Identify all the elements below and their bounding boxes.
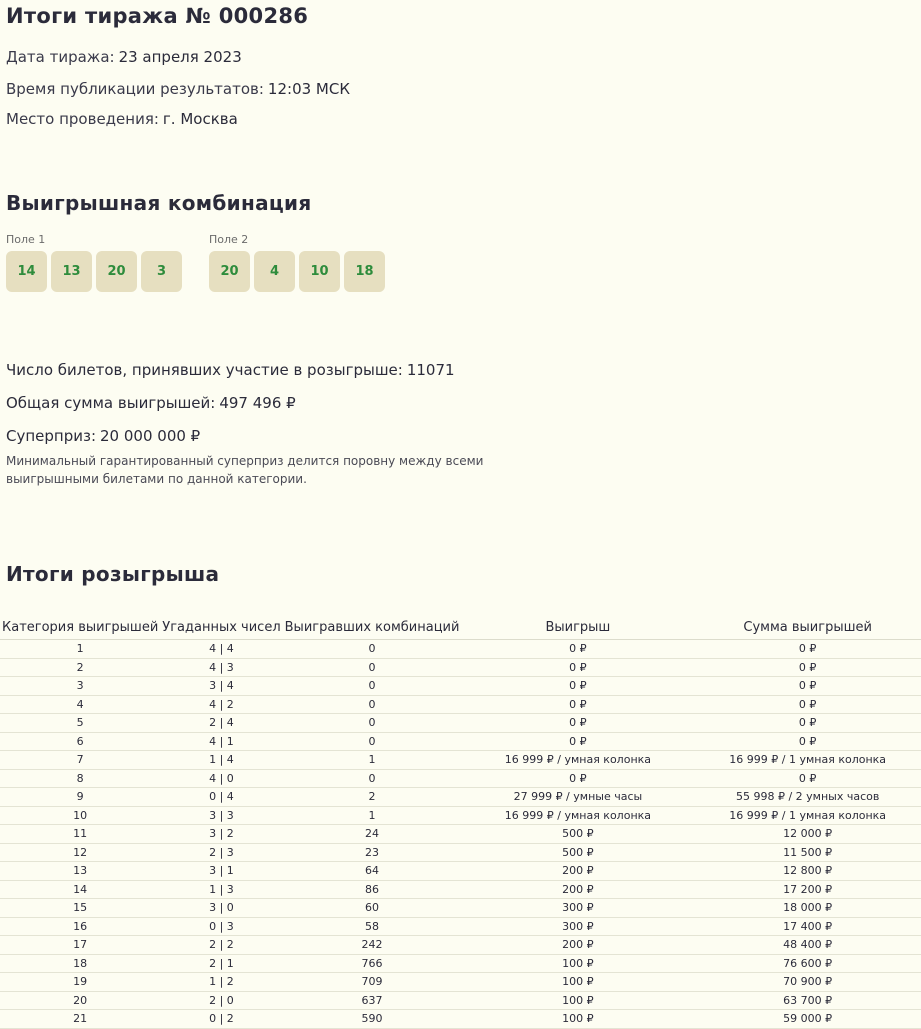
cell-matched: 4 | 0 (160, 769, 282, 788)
table-row (0, 843, 921, 862)
table-row (0, 769, 921, 788)
cell-category: 2 (0, 658, 160, 677)
superprize-note: Минимальный гарантированный суперприз делится поровну между всеми выигрышными билетами по данной категории. (6, 454, 484, 486)
cell-prize: 200 ₽ (461, 936, 694, 955)
table-row (0, 751, 921, 770)
cell-category: 4 (0, 695, 160, 714)
cell-total-prize: 70 900 ₽ (694, 973, 921, 992)
cell-total-prize: 63 700 ₽ (694, 991, 921, 1010)
publication-time-label: Время публикации результатов: (6, 80, 264, 98)
cell-prize: 300 ₽ (461, 899, 694, 918)
cell-winning-combinations: 0 (283, 677, 462, 696)
cell-winning-combinations: 64 (283, 862, 462, 881)
cell-winning-combinations: 590 (283, 1010, 462, 1029)
draw-date-label: Дата тиража: (6, 48, 115, 66)
cell-category: 11 (0, 825, 160, 844)
cell-winning-combinations: 24 (283, 825, 462, 844)
cell-winning-combinations: 0 (283, 732, 462, 751)
tickets-count (6, 361, 455, 379)
cell-matched: 4 | 2 (160, 695, 282, 714)
cell-total-prize: 18 000 ₽ (694, 899, 921, 918)
table-row (0, 640, 921, 659)
cell-category: 16 (0, 917, 160, 936)
cell-total-prize: 11 500 ₽ (694, 843, 921, 862)
cell-prize: 500 ₽ (461, 825, 694, 844)
cell-total-prize: 0 ₽ (694, 640, 921, 659)
cell-winning-combinations: 766 (283, 954, 462, 973)
draw-date (6, 48, 242, 66)
cell-prize: 0 ₽ (461, 714, 694, 733)
cell-prize: 100 ₽ (461, 991, 694, 1010)
cell-winning-combinations: 0 (283, 695, 462, 714)
cell-total-prize: 0 ₽ (694, 769, 921, 788)
column-header-category: Категория выигрышей (0, 615, 160, 640)
cell-total-prize: 0 ₽ (694, 658, 921, 677)
table-row (0, 788, 921, 807)
cell-category: 6 (0, 732, 160, 751)
cell-category: 9 (0, 788, 160, 807)
table-row (0, 825, 921, 844)
table-row (0, 973, 921, 992)
column-header-total-prize: Сумма выигрышей (694, 615, 921, 640)
cell-matched: 0 | 4 (160, 788, 282, 807)
table-row (0, 917, 921, 936)
cell-category: 19 (0, 973, 160, 992)
cell-category: 12 (0, 843, 160, 862)
cell-matched: 2 | 3 (160, 843, 282, 862)
cell-matched: 3 | 4 (160, 677, 282, 696)
cell-category: 5 (0, 714, 160, 733)
field1-ball: 3 (141, 251, 182, 292)
cell-total-prize: 0 ₽ (694, 714, 921, 733)
cell-matched: 0 | 2 (160, 1010, 282, 1029)
table-row (0, 732, 921, 751)
field2-ball: 4 (254, 251, 295, 292)
table-row (0, 880, 921, 899)
results-table-body (0, 640, 921, 1029)
cell-total-prize: 17 200 ₽ (694, 880, 921, 899)
cell-winning-combinations: 1 (283, 806, 462, 825)
cell-total-prize: 55 998 ₽ / 2 умных часов (694, 788, 921, 807)
cell-prize: 0 ₽ (461, 658, 694, 677)
cell-total-prize: 76 600 ₽ (694, 954, 921, 973)
table-row (0, 1010, 921, 1029)
table-row (0, 714, 921, 733)
cell-matched: 4 | 1 (160, 732, 282, 751)
cell-winning-combinations: 1 (283, 751, 462, 770)
cell-matched: 2 | 1 (160, 954, 282, 973)
cell-category: 15 (0, 899, 160, 918)
cell-winning-combinations: 0 (283, 714, 462, 733)
cell-winning-combinations: 242 (283, 936, 462, 955)
cell-matched: 3 | 2 (160, 825, 282, 844)
cell-winning-combinations: 86 (283, 880, 462, 899)
cell-category: 8 (0, 769, 160, 788)
cell-category: 14 (0, 880, 160, 899)
results-table (0, 615, 921, 1029)
total-winnings-value: 497 496 ₽ (219, 394, 296, 412)
column-header-winning-combinations: Выигравших комбинаций (283, 615, 462, 640)
cell-prize: 16 999 ₽ / умная колонка (461, 806, 694, 825)
cell-prize: 0 ₽ (461, 640, 694, 659)
field1-ball: 14 (6, 251, 47, 292)
superprize (6, 427, 200, 445)
publication-time (6, 80, 350, 98)
cell-total-prize: 0 ₽ (694, 677, 921, 696)
cell-total-prize: 16 999 ₽ / 1 умная колонка (694, 751, 921, 770)
draw-place-label: Место проведения: (6, 110, 159, 128)
cell-winning-combinations: 0 (283, 769, 462, 788)
draw-place-value: г. Москва (162, 110, 238, 128)
cell-matched: 3 | 0 (160, 899, 282, 918)
cell-category: 17 (0, 936, 160, 955)
table-row (0, 936, 921, 955)
cell-prize: 16 999 ₽ / умная колонка (461, 751, 694, 770)
field2-ball: 20 (209, 251, 250, 292)
cell-winning-combinations: 0 (283, 658, 462, 677)
cell-prize: 0 ₽ (461, 769, 694, 788)
tickets-count-value: 11071 (406, 361, 455, 379)
cell-matched: 2 | 2 (160, 936, 282, 955)
cell-category: 20 (0, 991, 160, 1010)
cell-prize: 0 ₽ (461, 695, 694, 714)
field2-balls (209, 251, 385, 292)
cell-prize: 0 ₽ (461, 732, 694, 751)
table-row (0, 658, 921, 677)
cell-prize: 500 ₽ (461, 843, 694, 862)
cell-prize: 27 999 ₽ / умные часы (461, 788, 694, 807)
cell-matched: 4 | 4 (160, 640, 282, 659)
cell-total-prize: 17 400 ₽ (694, 917, 921, 936)
cell-matched: 2 | 0 (160, 991, 282, 1010)
cell-total-prize: 59 000 ₽ (694, 1010, 921, 1029)
table-row (0, 991, 921, 1010)
page-title: Итоги тиража № 000286 (6, 4, 309, 28)
cell-prize: 100 ₽ (461, 1010, 694, 1029)
table-row (0, 806, 921, 825)
cell-matched: 3 | 1 (160, 862, 282, 881)
cell-total-prize: 0 ₽ (694, 695, 921, 714)
draw-date-value: 23 апреля 2023 (118, 48, 242, 66)
column-header-matched: Угаданных чисел (160, 615, 282, 640)
cell-winning-combinations: 58 (283, 917, 462, 936)
publication-time-value: 12:03 МСК (267, 80, 350, 98)
draw-place (6, 110, 238, 128)
field2-ball: 10 (299, 251, 340, 292)
cell-prize: 200 ₽ (461, 880, 694, 899)
cell-winning-combinations: 23 (283, 843, 462, 862)
cell-matched: 1 | 2 (160, 973, 282, 992)
cell-category: 7 (0, 751, 160, 770)
results-heading: Итоги розыгрыша (6, 562, 220, 586)
cell-category: 13 (0, 862, 160, 881)
field1-ball: 20 (96, 251, 137, 292)
total-winnings-label: Общая сумма выигрышей: (6, 394, 216, 412)
cell-total-prize: 12 800 ₽ (694, 862, 921, 881)
cell-winning-combinations: 60 (283, 899, 462, 918)
field1-ball: 13 (51, 251, 92, 292)
table-row (0, 899, 921, 918)
winning-combination-heading: Выигрышная комбинация (6, 191, 312, 215)
column-header-prize: Выигрыш (461, 615, 694, 640)
cell-winning-combinations: 2 (283, 788, 462, 807)
cell-total-prize: 48 400 ₽ (694, 936, 921, 955)
cell-prize: 200 ₽ (461, 862, 694, 881)
table-row (0, 677, 921, 696)
field2-label: Поле 2 (209, 233, 249, 246)
cell-prize: 0 ₽ (461, 677, 694, 696)
cell-winning-combinations: 637 (283, 991, 462, 1010)
cell-prize: 300 ₽ (461, 917, 694, 936)
cell-winning-combinations: 709 (283, 973, 462, 992)
cell-total-prize: 12 000 ₽ (694, 825, 921, 844)
cell-matched: 2 | 4 (160, 714, 282, 733)
cell-matched: 1 | 3 (160, 880, 282, 899)
results-table-header (0, 615, 921, 640)
total-winnings (6, 394, 296, 412)
cell-winning-combinations: 0 (283, 640, 462, 659)
tickets-count-label: Число билетов, принявших участие в розыгрыше: (6, 361, 403, 379)
cell-prize: 100 ₽ (461, 954, 694, 973)
cell-category: 1 (0, 640, 160, 659)
cell-category: 18 (0, 954, 160, 973)
table-row (0, 954, 921, 973)
cell-matched: 3 | 3 (160, 806, 282, 825)
cell-total-prize: 16 999 ₽ / 1 умная колонка (694, 806, 921, 825)
cell-category: 10 (0, 806, 160, 825)
cell-category: 3 (0, 677, 160, 696)
cell-category: 21 (0, 1010, 160, 1029)
cell-matched: 1 | 4 (160, 751, 282, 770)
table-row (0, 862, 921, 881)
field1-label: Поле 1 (6, 233, 46, 246)
superprize-label: Суперприз: (6, 427, 97, 445)
field2-ball: 18 (344, 251, 385, 292)
cell-matched: 4 | 3 (160, 658, 282, 677)
table-row (0, 695, 921, 714)
cell-matched: 0 | 3 (160, 917, 282, 936)
field1-balls (6, 251, 182, 292)
superprize-value: 20 000 000 ₽ (100, 427, 201, 445)
cell-prize: 100 ₽ (461, 973, 694, 992)
cell-total-prize: 0 ₽ (694, 732, 921, 751)
